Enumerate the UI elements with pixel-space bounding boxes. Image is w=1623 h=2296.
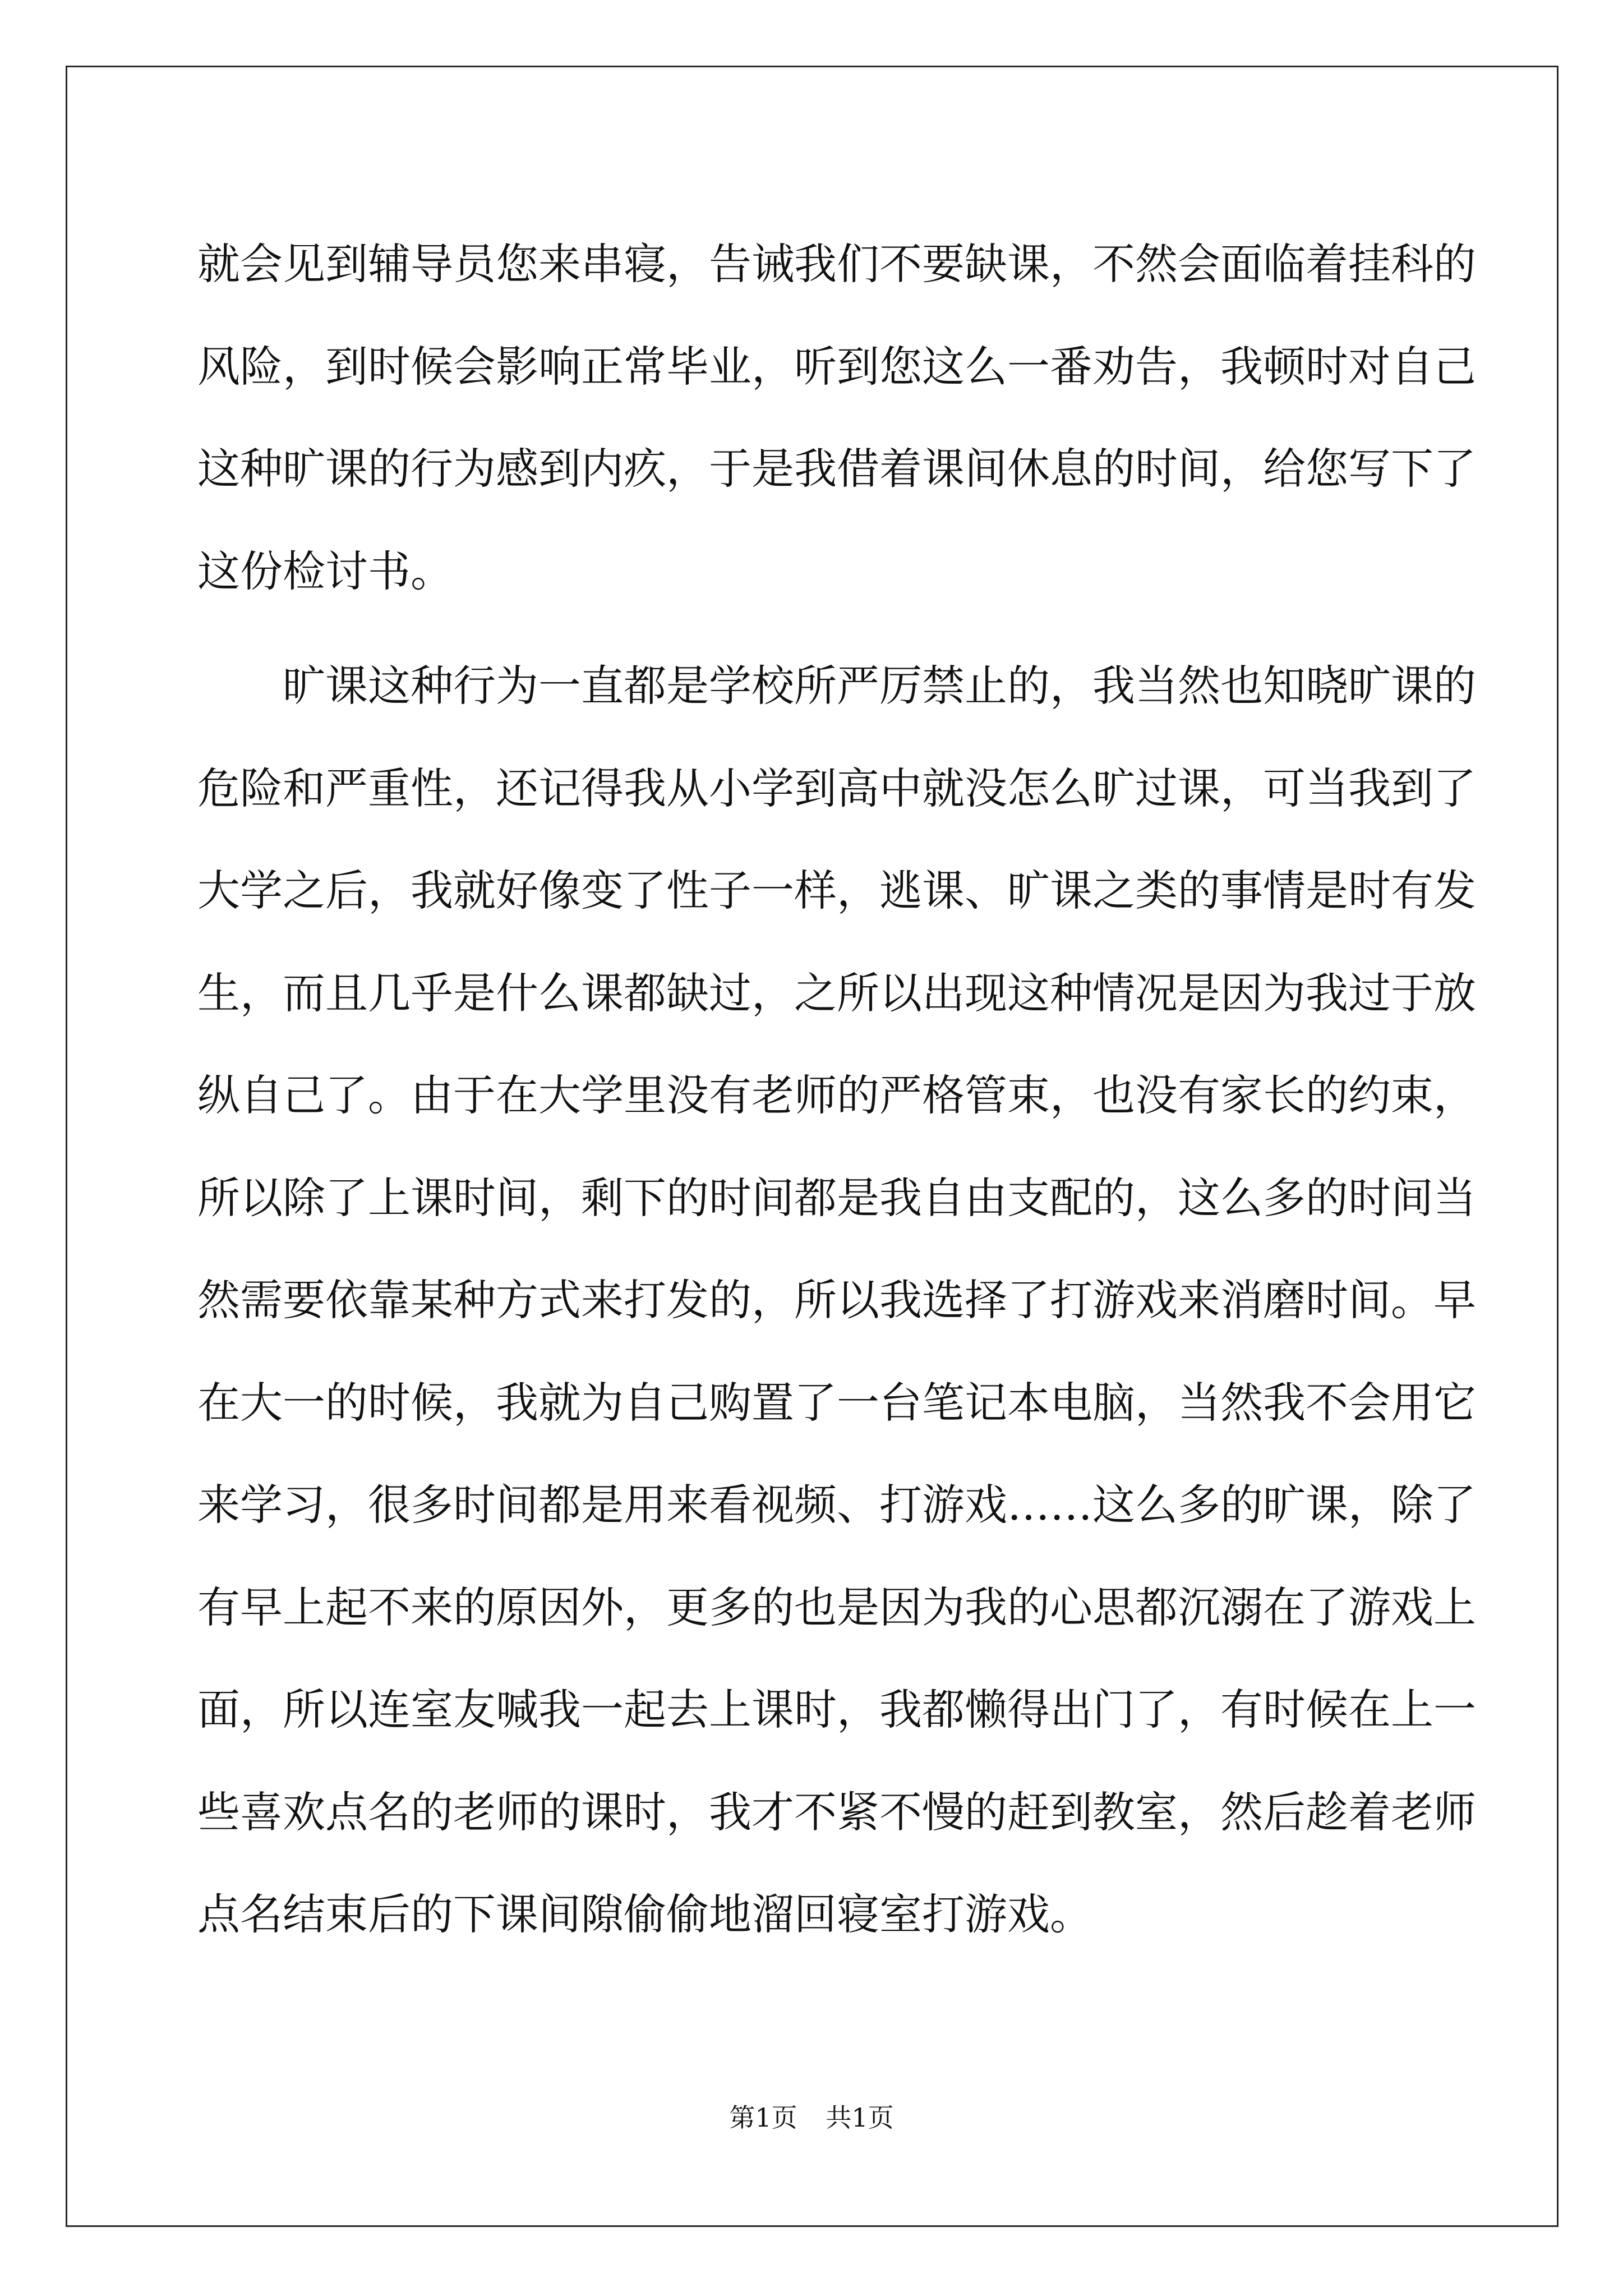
text-line: 就会见到辅导员您来串寝，告诫我们不要缺课，不然会面临着挂科的 [197,239,1476,289]
text-line: 风险，到时候会影响正常毕业，听到您这么一番劝告，我顿时对自己 [197,341,1476,392]
document-body [197,213,1476,1966]
page-total: 共1页 [826,2102,894,2133]
text-line: 这种旷课的行为感到内疚，于是我借着课间休息的时间，给您写下了 [197,444,1476,494]
text-line: 来学习，很多时间都是用来看视频、打游戏……这么多的旷课，除了 [197,1480,1476,1530]
text-line: 点名结束后的下课间隙偷偷地溜回寝室打游戏。 [197,1889,1092,1939]
text-line: 纵自己了。由于在大学里没有老师的严格管束，也没有家长的约束， [197,1070,1476,1120]
text-line: 生，而且几乎是什么课都缺过，之所以出现这种情况是因为我过于放 [197,968,1476,1018]
page-number: 第1页 [729,2102,797,2133]
text-line: 危险和严重性，还记得我从小学到高中就没怎么旷过课，可当我到了 [197,763,1476,813]
text-line: 大学之后，我就好像变了性子一样，逃课、旷课之类的事情是时有发 [197,866,1476,915]
text-line: 然需要依靠某种方式来打发的，所以我选择了打游戏来消磨时间。早 [197,1275,1476,1325]
text-line: 这份检讨书。 [197,546,453,596]
paragraph-first-line: 旷课这种行为一直都是学校所严厉禁止的，我当然也知晓旷课的 [283,661,1476,711]
page-footer [0,2101,1623,2134]
text-line: 面，所以连室友喊我一起去上课时，我都懒得出门了，有时候在上一 [197,1685,1476,1734]
text-line: 所以除了上课时间，剩下的时间都是我自由支配的，这么多的时间当 [197,1172,1476,1223]
text-line: 有早上起不来的原因外，更多的也是因为我的心思都沉溺在了游戏上 [197,1582,1476,1632]
text-line: 些喜欢点名的老师的课时，我才不紧不慢的赶到教室，然后趁着老师 [197,1787,1476,1837]
text-line: 在大一的时候，我就为自己购置了一台笔记本电脑，当然我不会用它 [197,1377,1476,1428]
